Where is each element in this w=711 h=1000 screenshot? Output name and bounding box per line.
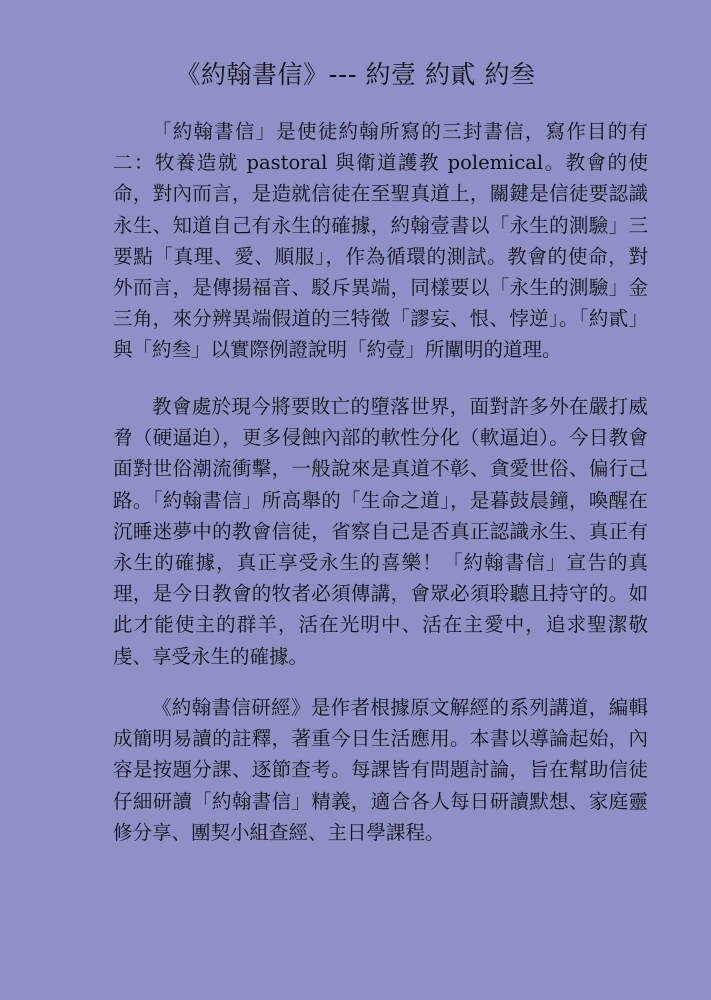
page-title: 《約翰書信》--- 約壹 約貳 約叁 bbox=[175, 60, 536, 89]
paragraph-1: 「約翰書信」是使徒約翰所寫的三封書信，寫作目的有二：牧養造就 pastoral 與衛道護教 polemical。教會的使命，對內而言，是造就信徒在至聖真道上，關鍵是信徒要認識永生、知道自己有永生的確據，約翰壹書以「永生的測驗」三要點「真理、愛、順服」，作為循環的測試。教會的使命，對外而言，是傳揚福音、駁斥異端，同樣要以「永生的測驗」金三角，來分辨異端假道的三特徵「謬妄、恨、悖逆」。「約貳」與「約叁」以實際例證說明「約壹」所闡明的道理。 bbox=[113, 120, 648, 362]
paragraph-3: 《約翰書信研經》是作者根據原文解經的系列講道，編輯成簡明易讀的註釋，著重今日生活應用。本書以導論起始，內容是按題分課、逐節查考。每課皆有問題討論，旨在幫助信徒仔細研讀「約翰書信」精義，適合各人每日研讀默想、家庭靈修分享、團契小組查經、主日學課程。 bbox=[113, 696, 648, 844]
paragraph-2: 教會處於現今將要敗亡的墮落世界，面對許多外在嚴打威脅（硬逼迫），更多侵蝕內部的軟性分化（軟逼迫）。今日教會面對世俗潮流衝擊，一般說來是真道不彰、貪愛世俗、偏行己路。「約翰書信」所高舉的「生命之道」，是暮鼓晨鐘，喚醒在沉睡迷夢中的教會信徒，省察自己是否真正認識永生、真正有永生的確據，真正享受永生的喜樂！「約翰書信」宣告的真理，是今日教會的牧者必須傳講，會眾必須聆聽且持守的。如此才能使主的群羊，活在光明中、活在主愛中，追求聖潔敬虔、享受永生的確據。 bbox=[113, 395, 648, 668]
